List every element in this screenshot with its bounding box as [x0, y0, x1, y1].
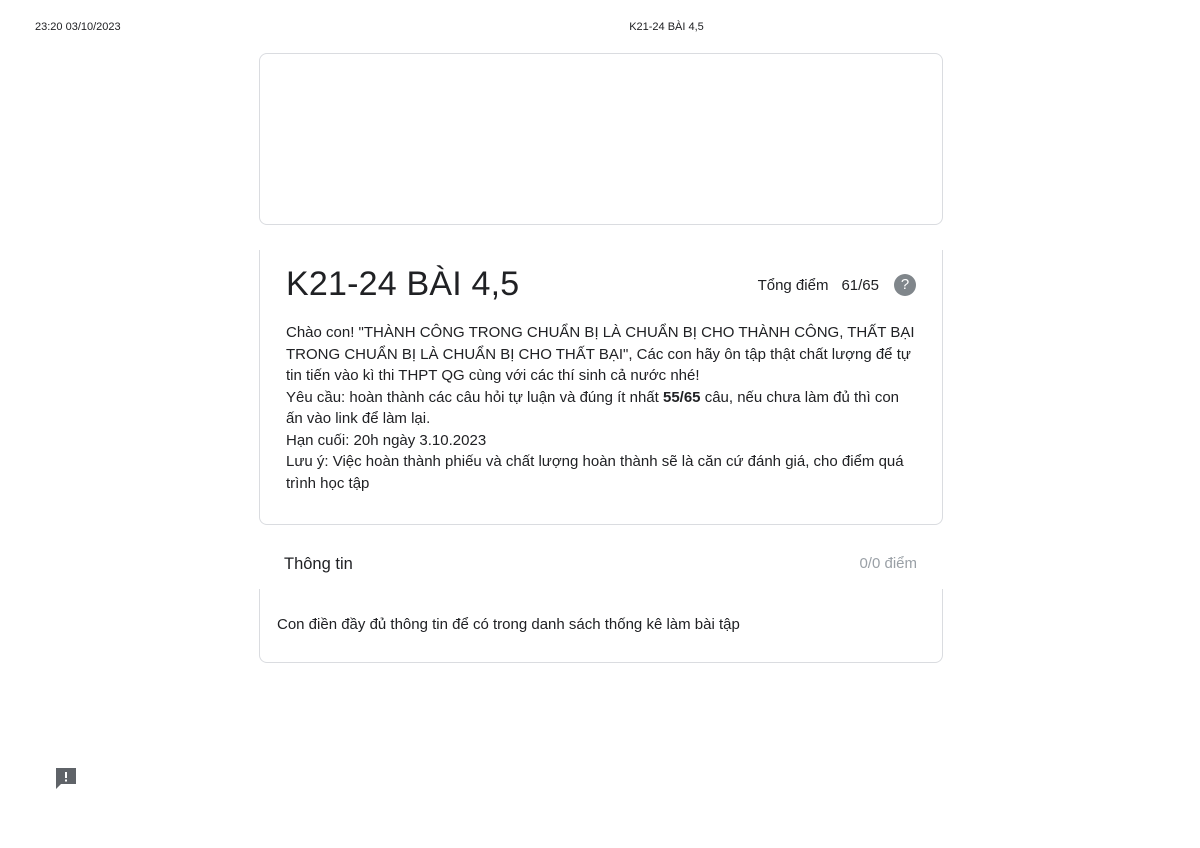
- print-doc-title: K21-24 BÀI 4,5: [629, 21, 704, 33]
- description-note: Lưu ý: Việc hoàn thành phiếu và chất lượng hoàn thành sẽ là căn cứ đánh giá, cho điểm quá trình học tập: [286, 453, 904, 492]
- description-deadline: Hạn cuối: 20h ngày 3.10.2023: [286, 431, 487, 449]
- section-info-text: Con điền đầy đủ thông tin để có trong danh sách thống kê làm bài tập: [277, 616, 740, 633]
- form-description: [286, 322, 916, 494]
- help-icon[interactable]: ?: [894, 274, 916, 296]
- form-title: K21-24 BÀI 4,5: [286, 265, 520, 303]
- total-score: [758, 274, 916, 296]
- total-score-value: 61/65: [841, 276, 879, 294]
- requirement-text-start: Yêu cầu: hoàn thành các câu hỏi tự luận và đúng ít nhất: [286, 388, 663, 406]
- requirement-threshold: 55/65: [662, 388, 701, 406]
- description-requirement: [286, 387, 916, 430]
- section-title: Thông tin: [284, 555, 353, 573]
- header-banner: [259, 53, 943, 225]
- form-title-card: [259, 250, 943, 525]
- section-points: 0/0 điểm: [859, 555, 917, 572]
- requirement-text-end: câu, nếu chưa làm đủ thì con ấn vào link để làm lại.: [286, 388, 900, 427]
- section-info-card: [259, 589, 943, 663]
- total-score-label: Tổng điểm: [757, 276, 829, 294]
- report-feedback-icon[interactable]: [54, 766, 78, 790]
- description-greeting: Chào con! "THÀNH CÔNG TRONG CHUẨN BỊ LÀ CHUẨN BỊ CHO THÀNH CÔNG, THẤT BẠI TRONG CHUẨN BỊ LÀ CHUẨN BỊ CHO THẤT BẠI", Các con hãy ôn tập thật chất lượng để tự tin tiến vào kì thi THPT QG cùng với các thí sinh cả nước nhé!: [286, 324, 915, 384]
- print-datetime: 23:20 03/10/2023: [35, 21, 121, 33]
